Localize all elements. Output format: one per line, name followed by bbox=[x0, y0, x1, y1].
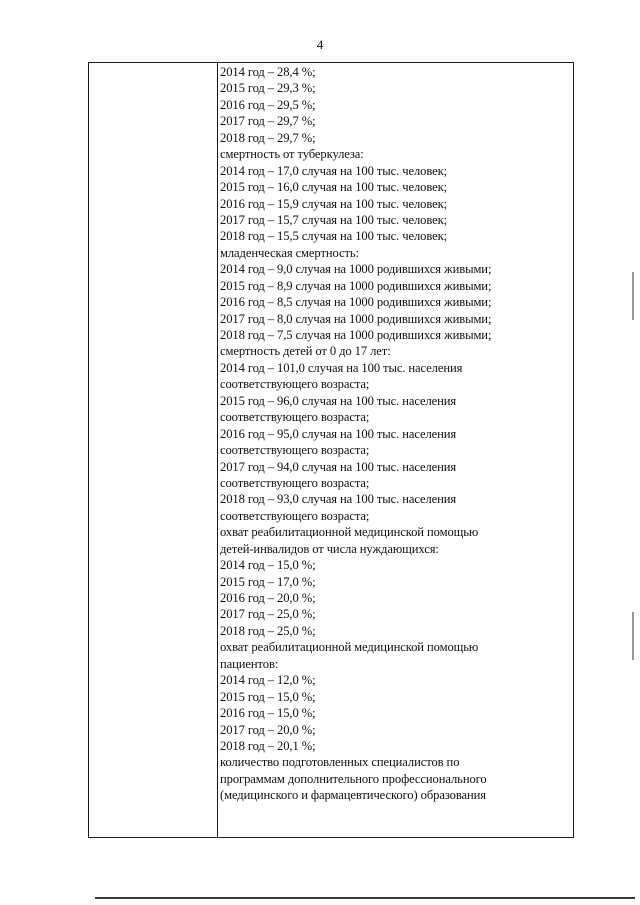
table-text-line: 2016 год – 15,0 %; bbox=[220, 706, 316, 721]
table-text-line: 2015 год – 15,0 %; bbox=[220, 689, 316, 704]
table-text-line: соответствующего возраста; bbox=[220, 443, 370, 458]
table-text-line: соответствующего возраста; bbox=[220, 377, 370, 392]
table-text-line: 2014 год – 28,4 %; bbox=[220, 65, 316, 79]
table-text-line: 2014 год – 12,0 %; bbox=[220, 673, 316, 688]
table-text-line: 2017 год – 25,0 %; bbox=[220, 607, 316, 622]
table-right-column bbox=[219, 63, 573, 837]
table-text-line: 2016 год – 20,0 %; bbox=[220, 591, 316, 605]
scan-edge-mark-lower bbox=[632, 612, 634, 660]
table-text-line: 2018 год – 15,5 случая на 100 тыс. человек; bbox=[220, 229, 447, 244]
table-text-line: 2015 год – 29,3 %; bbox=[220, 81, 316, 96]
table-text-line: 2016 год – 8,5 случая на 1000 родившихся живыми; bbox=[220, 295, 492, 310]
table-text-line: 2014 год – 17,0 случая на 100 тыс. человек; bbox=[220, 163, 447, 178]
table-text-line: смертность от туберкулеза: bbox=[220, 147, 364, 162]
table-text-line: программам дополнительного профессионального bbox=[220, 771, 487, 786]
table-left-column bbox=[89, 63, 218, 837]
scan-bottom-rule bbox=[95, 897, 635, 899]
table-text-line: 2016 год – 95,0 случая на 100 тыс. населения bbox=[220, 426, 457, 441]
table-text-line: 2017 год – 8,0 случая на 1000 родившихся живыми; bbox=[220, 311, 492, 326]
indicator-table bbox=[88, 62, 574, 838]
table-text-line: 2018 год – 93,0 случая на 100 тыс. населения bbox=[220, 492, 457, 507]
table-text-line: соответствующего возраста; bbox=[220, 410, 370, 425]
table-text-line: соответствующего возраста; bbox=[220, 508, 370, 523]
table-text-line: 2016 год – 15,9 случая на 100 тыс. человек; bbox=[220, 196, 447, 211]
table-text-line: (медицинского и фармацевтического) образования bbox=[220, 788, 486, 803]
table-text-line: детей-инвалидов от числа нуждающихся: bbox=[220, 541, 439, 556]
table-text-line: 2018 год – 29,7 %; bbox=[220, 130, 316, 145]
table-text-line: 2017 год – 94,0 случая на 100 тыс. населения bbox=[220, 459, 457, 474]
scan-edge-mark-upper bbox=[632, 272, 634, 320]
table-text-line: 2015 год – 16,0 случая на 100 тыс. человек; bbox=[220, 180, 447, 195]
table-text-line: 2017 год – 20,0 %; bbox=[220, 722, 316, 737]
table-text-line: охват реабилитационной медицинской помощью bbox=[220, 640, 479, 655]
table-text-line: количество подготовленных специалистов по bbox=[220, 755, 460, 770]
table-text-line: 2018 год – 25,0 %; bbox=[220, 623, 316, 638]
table-text-line: пациентов: bbox=[220, 656, 279, 671]
page-number: 4 bbox=[316, 37, 324, 52]
table-text-line: смертность детей от 0 до 17 лет: bbox=[220, 344, 391, 359]
table-text-line: 2016 год – 29,5 %; bbox=[220, 97, 316, 112]
table-text-line: 2018 год – 7,5 случая на 1000 родившихся живыми; bbox=[220, 328, 492, 342]
table-text-line: 2015 год – 8,9 случая на 1000 родившихся живыми; bbox=[220, 278, 492, 293]
table-text-line: охват реабилитационной медицинской помощью bbox=[220, 525, 479, 540]
table-text-line: 2015 год – 17,0 %; bbox=[220, 574, 316, 589]
table-text-line: младенческая смертность: bbox=[220, 245, 359, 260]
table-text-line: 2014 год – 9,0 случая на 1000 родившихся живыми; bbox=[220, 262, 492, 277]
table-text-line: 2017 год – 29,7 %; bbox=[220, 114, 316, 129]
table-text-line: 2018 год – 20,1 %; bbox=[220, 738, 316, 753]
table-text-line: 2014 год – 15,0 %; bbox=[220, 558, 316, 573]
table-text-line: 2014 год – 101,0 случая на 100 тыс. населения bbox=[220, 360, 463, 375]
table-text-line: соответствующего возраста; bbox=[220, 475, 370, 490]
table-text-line: 2015 год – 96,0 случая на 100 тыс. населения bbox=[220, 393, 457, 408]
table-text-line: 2017 год – 15,7 случая на 100 тыс. человек; bbox=[220, 212, 447, 227]
